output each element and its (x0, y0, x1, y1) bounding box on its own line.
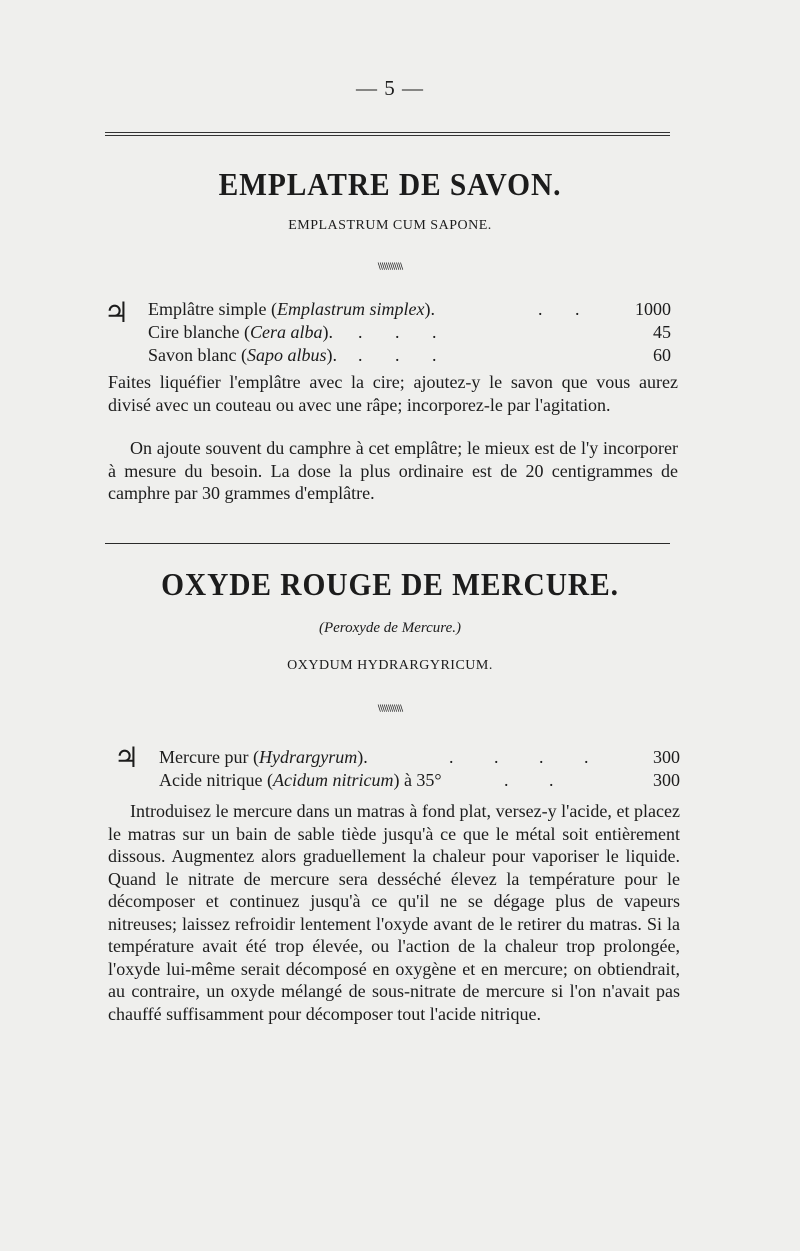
ornament-divider: \\\\\\\\\\\\ (377, 704, 403, 714)
ingredient-quantity: 60 (653, 345, 671, 365)
recipe-symbol-icon: ♃ (114, 741, 140, 774)
ingredient-quantity: 1000 (635, 299, 671, 319)
ingredient-name: Cire blanche (Cera alba). (148, 322, 333, 342)
ornament-divider: \\\\\\\\\\\\ (377, 262, 403, 272)
top-rule (105, 132, 670, 136)
ingredient-line (148, 322, 671, 344)
leader-dots: . . . (358, 345, 451, 365)
instructions-paragraph: On ajoute souvent du camphre à cet emplâtre; le mieux est de l'y incorporer à mesure du besoin. La dose la plus ordinaire est de 20 centigrammes de camphre par 30 grammes d'emplâtre. (108, 438, 678, 503)
section-title-emplatre: EMPLATRE DE SAVON. (218, 166, 562, 202)
leader-dots: . . (504, 770, 572, 790)
section-divider-rule (105, 543, 670, 544)
latin-name-oxydum: OXYDUM HYDRARGYRICUM. (287, 658, 493, 673)
ingredient-line (159, 747, 680, 769)
ingredient-quantity: 45 (653, 322, 671, 342)
ingredient-name: Mercure pur (Hydrargyrum). (159, 747, 368, 767)
ingredient-quantity: 300 (653, 747, 680, 767)
instructions-paragraph: Faites liquéfier l'emplâtre avec la cire; ajoutez-y le savon que vous aurez divisé avec un couteau ou avec une râpe; incorporez-le par l'agitation. (108, 372, 678, 415)
page-number: — 5 — (356, 76, 424, 100)
recipe-symbol-icon: ♃ (104, 296, 130, 329)
section-title-oxyde: OXYDE ROUGE DE MERCURE. (161, 566, 619, 602)
ingredient-name: Savon blanc (Sapo albus). (148, 345, 337, 365)
leader-dots: . . . . (449, 747, 607, 767)
ingredient-name: Emplâtre simple (Emplastrum simplex). (148, 299, 435, 319)
ingredient-line (148, 345, 671, 367)
ingredient-line (148, 299, 671, 321)
leader-dots: . . (538, 299, 594, 319)
subtitle-peroxyde: (Peroxyde de Mercure.) (318, 620, 461, 636)
ingredient-quantity: 300 (653, 770, 680, 790)
instructions-paragraph: Introduisez le mercure dans un matras à fond plat, versez-y l'acide, et placez le matras sur un bain de sable tiède jusqu'à ce que le métal soit entièrement dissous. Augmentez alors graduellement la chaleur pour vaporiser le liquide. Quand le nitrate de mercure sera desséché élevez la température pour le décomposer et continuez jusqu'à ce qu'il ne se dégage plus de vapeurs nitreuses; laissez refroidir lentement l'oxyde avant de le retirer du matras. Si la température avait été trop élevée, ou l'action de la chaleur trop prolongée, l'oxyde lui-même serait décomposé en oxygène et en mercure; on obtiendrait, au contraire, un oxyde mélangé de sous-nitrate de mercure si l'on n'avait pas chauffé suffisamment pour décomposer tout l'acide nitrique. (108, 801, 680, 1024)
latin-name-emplastrum: EMPLASTRUM CUM SAPONE. (288, 218, 492, 233)
ingredient-name: Acide nitrique (Acidum nitricum) à 35° (159, 770, 442, 790)
ingredient-line (159, 770, 680, 792)
leader-dots: . . . (358, 322, 451, 342)
